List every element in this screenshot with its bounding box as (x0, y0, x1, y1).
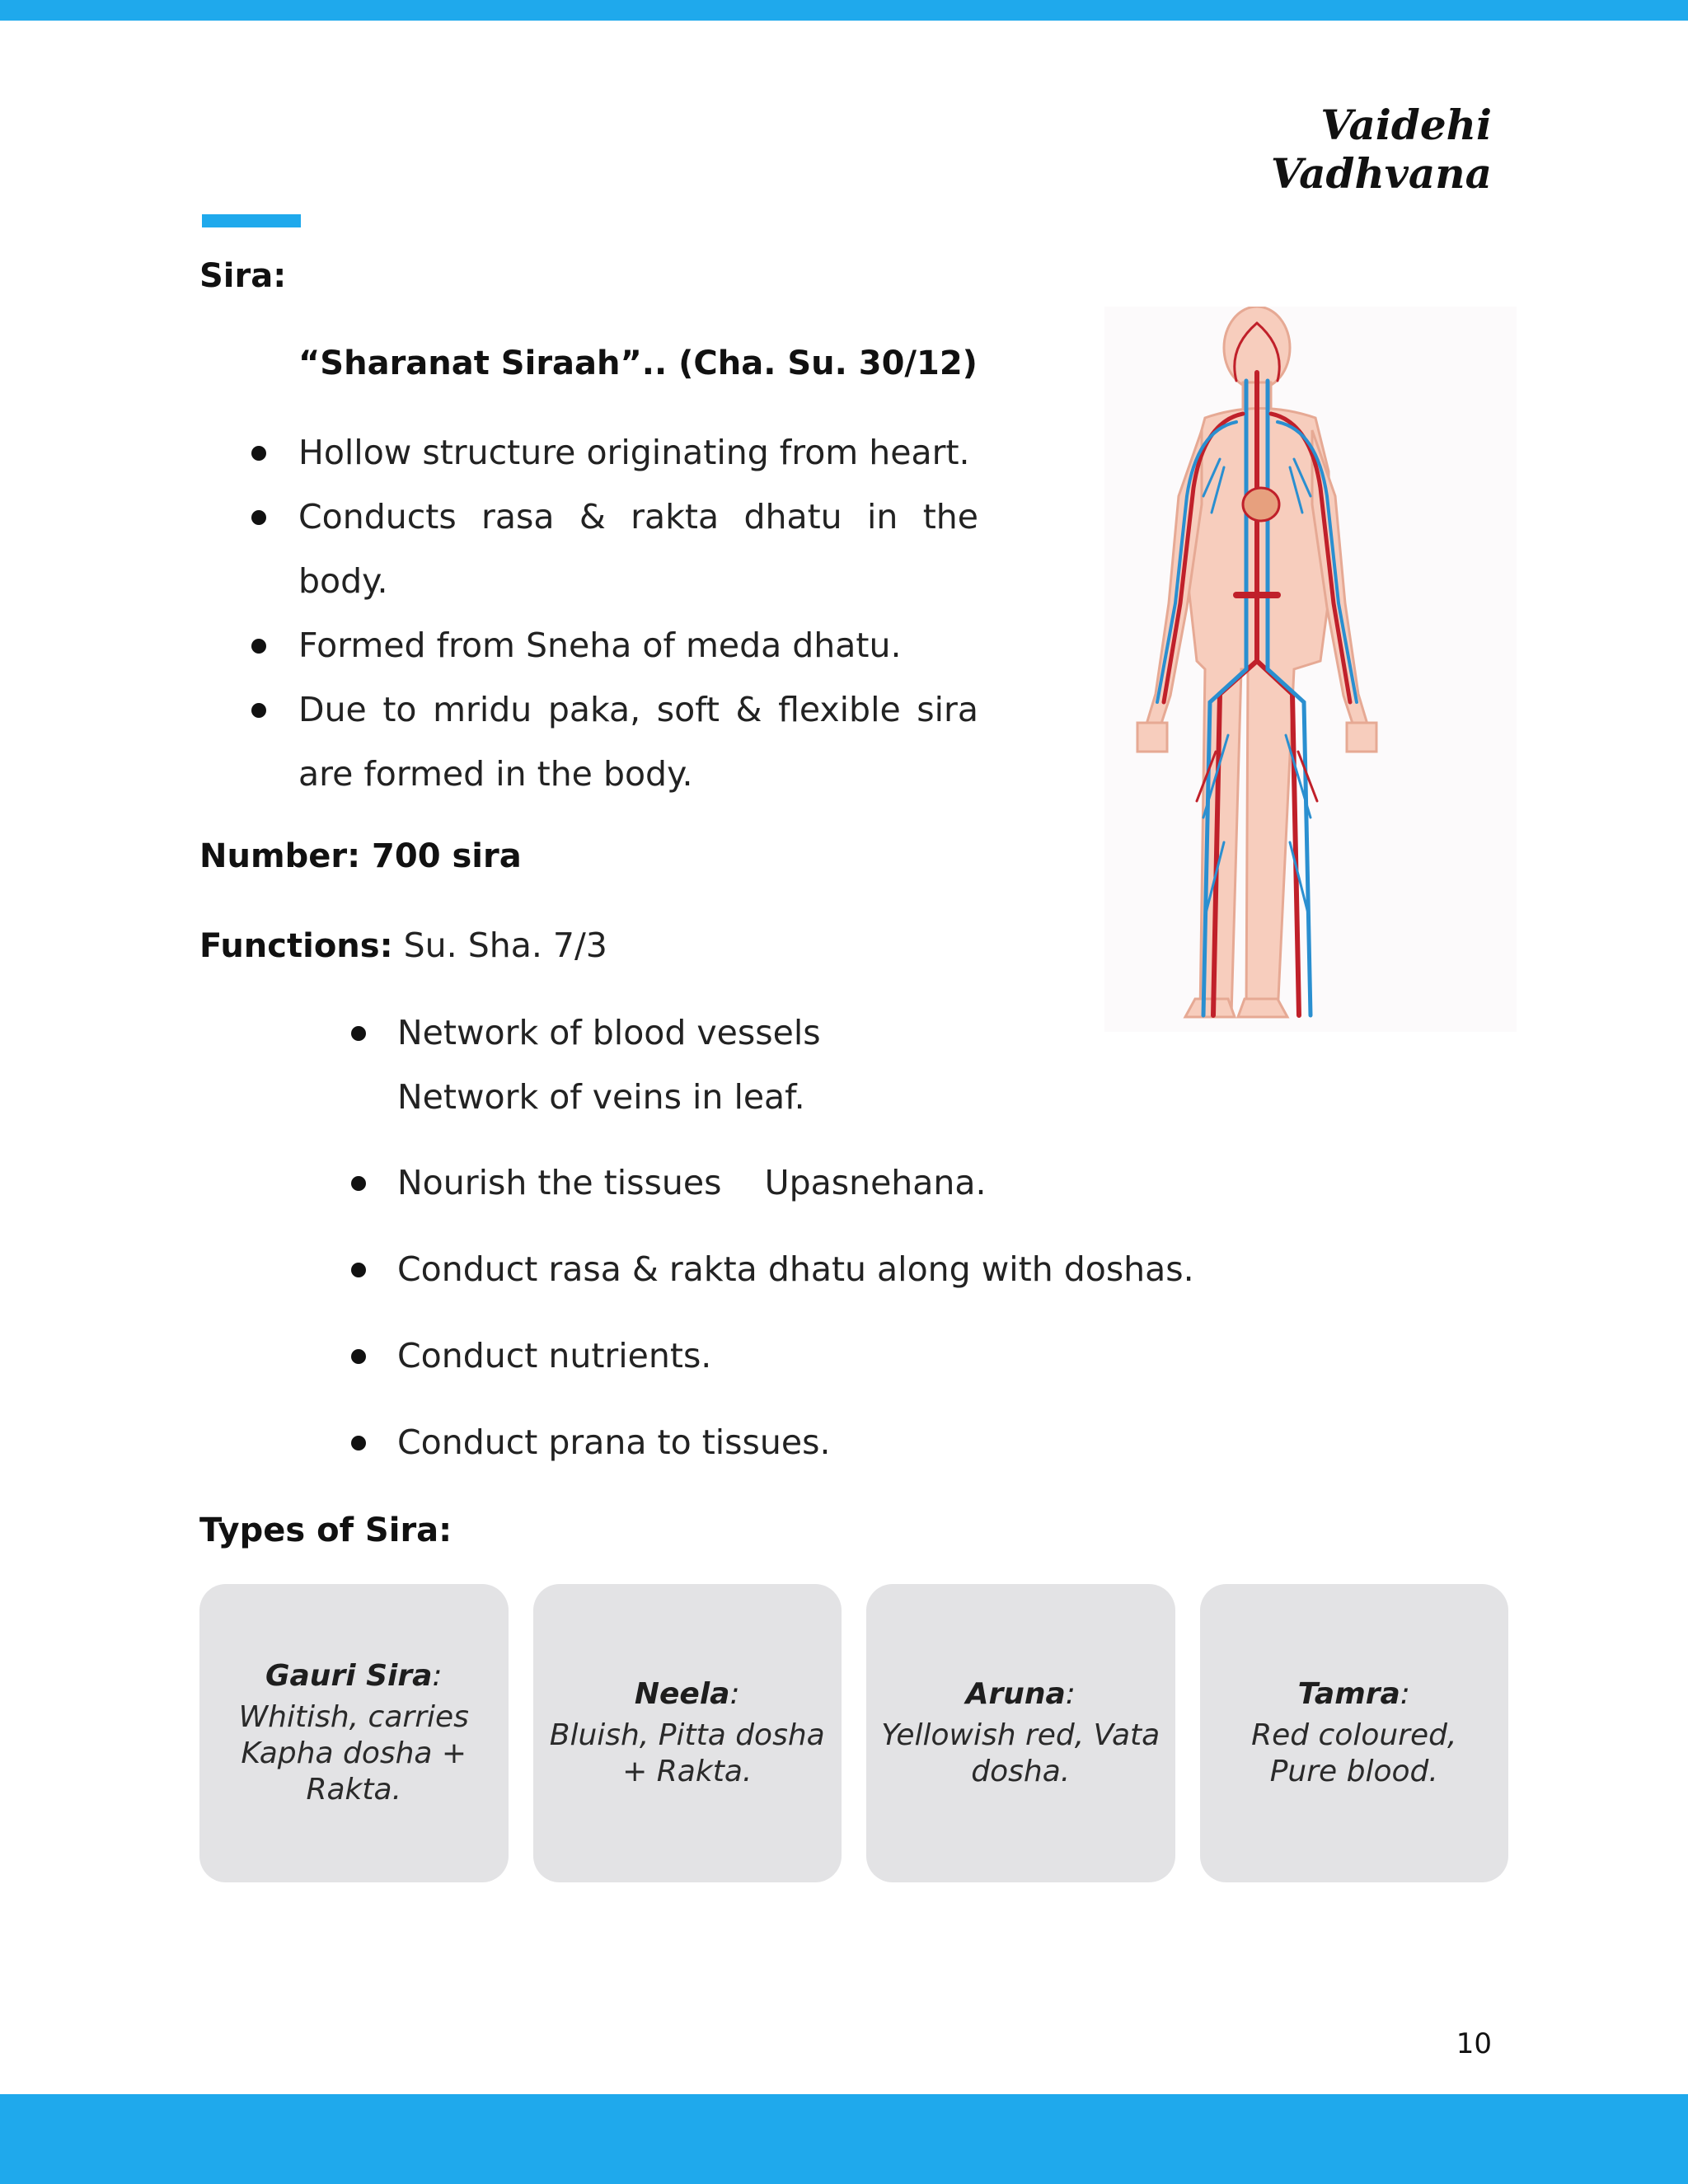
card-title-text: Tamra (1297, 1676, 1400, 1711)
bullet-icon (351, 1436, 366, 1451)
bullet-icon (251, 446, 266, 461)
sira-type-card-gauri (199, 1584, 509, 1882)
card-title-colon: : (1065, 1676, 1076, 1711)
card-title (635, 1677, 740, 1711)
card-title-text: Aruna (965, 1676, 1066, 1711)
bullet-icon (351, 1263, 366, 1277)
types-heading: Types of Sira: (199, 1511, 452, 1549)
bullet-icon (351, 1176, 366, 1191)
card-title-colon: : (1400, 1676, 1410, 1711)
function-point-2: Nourish the tissues Upasnehana. (397, 1163, 987, 1202)
sira-type-card-neela (533, 1584, 842, 1882)
circulatory-system-illustration-icon (1104, 307, 1517, 1032)
bullet-icon (251, 510, 266, 525)
card-title (1298, 1677, 1410, 1711)
card-title-colon: : (729, 1676, 740, 1711)
author-name: Vaidehi Vadhvana (1270, 101, 1492, 198)
function-point-1: Network of blood vessels (397, 1013, 821, 1052)
card-description: Whitish, carries Kapha dosha + Rakta. (238, 1699, 469, 1807)
bullet-icon (251, 703, 266, 718)
heading-accent-line (202, 214, 301, 227)
card-title-colon: : (432, 1658, 443, 1693)
functions-reference: Su. Sha. 7/3 (392, 926, 607, 965)
bullet-icon (351, 1026, 366, 1041)
sira-point-2: Conducts rasa & rakta dhatu in the body. (298, 497, 978, 601)
circulatory-system-figure (1104, 307, 1517, 1032)
function-point-1-cont: Network of veins in leaf. (397, 1077, 805, 1117)
sira-type-card-tamra (1200, 1584, 1509, 1882)
card-title (966, 1677, 1076, 1711)
bullet-icon (351, 1349, 366, 1364)
sira-point-4: Due to mridu paka, soft & flexible sira are formed in the body. (298, 690, 978, 794)
card-title-text: Gauri Sira (265, 1658, 433, 1693)
sira-types-cards (199, 1584, 1508, 1882)
function-point-3: Conduct rasa & rakta dhatu along with doshas. (397, 1249, 1194, 1289)
functions-label: Functions: (199, 927, 393, 965)
card-title-text: Neela (634, 1676, 730, 1711)
card-title (265, 1659, 443, 1693)
bullet-icon (251, 639, 266, 654)
number-heading: Number: 700 sira (199, 837, 522, 875)
sira-point-1: Hollow structure originating from heart. (298, 433, 970, 472)
sira-type-card-aruna (866, 1584, 1175, 1882)
function-point-5: Conduct prana to tissues. (397, 1422, 831, 1462)
functions-line (199, 912, 941, 979)
sira-quote: “Sharanat Siraah”.. (Cha. Su. 30/12) (298, 344, 978, 382)
sira-heading: Sira: (199, 257, 287, 295)
card-description: Bluish, Pitta dosha + Rakta. (549, 1718, 825, 1788)
page-number: 10 (1456, 2027, 1492, 2060)
card-description: Red coloured, Pure blood. (1251, 1718, 1457, 1788)
sira-point-3: Formed from Sneha of meda dhatu. (298, 626, 902, 665)
function-point-4: Conduct nutrients. (397, 1336, 712, 1376)
bottom-accent-bar (0, 2094, 1688, 2184)
top-accent-bar (0, 0, 1688, 21)
card-description: Yellowish red, Vata dosha. (881, 1718, 1160, 1788)
